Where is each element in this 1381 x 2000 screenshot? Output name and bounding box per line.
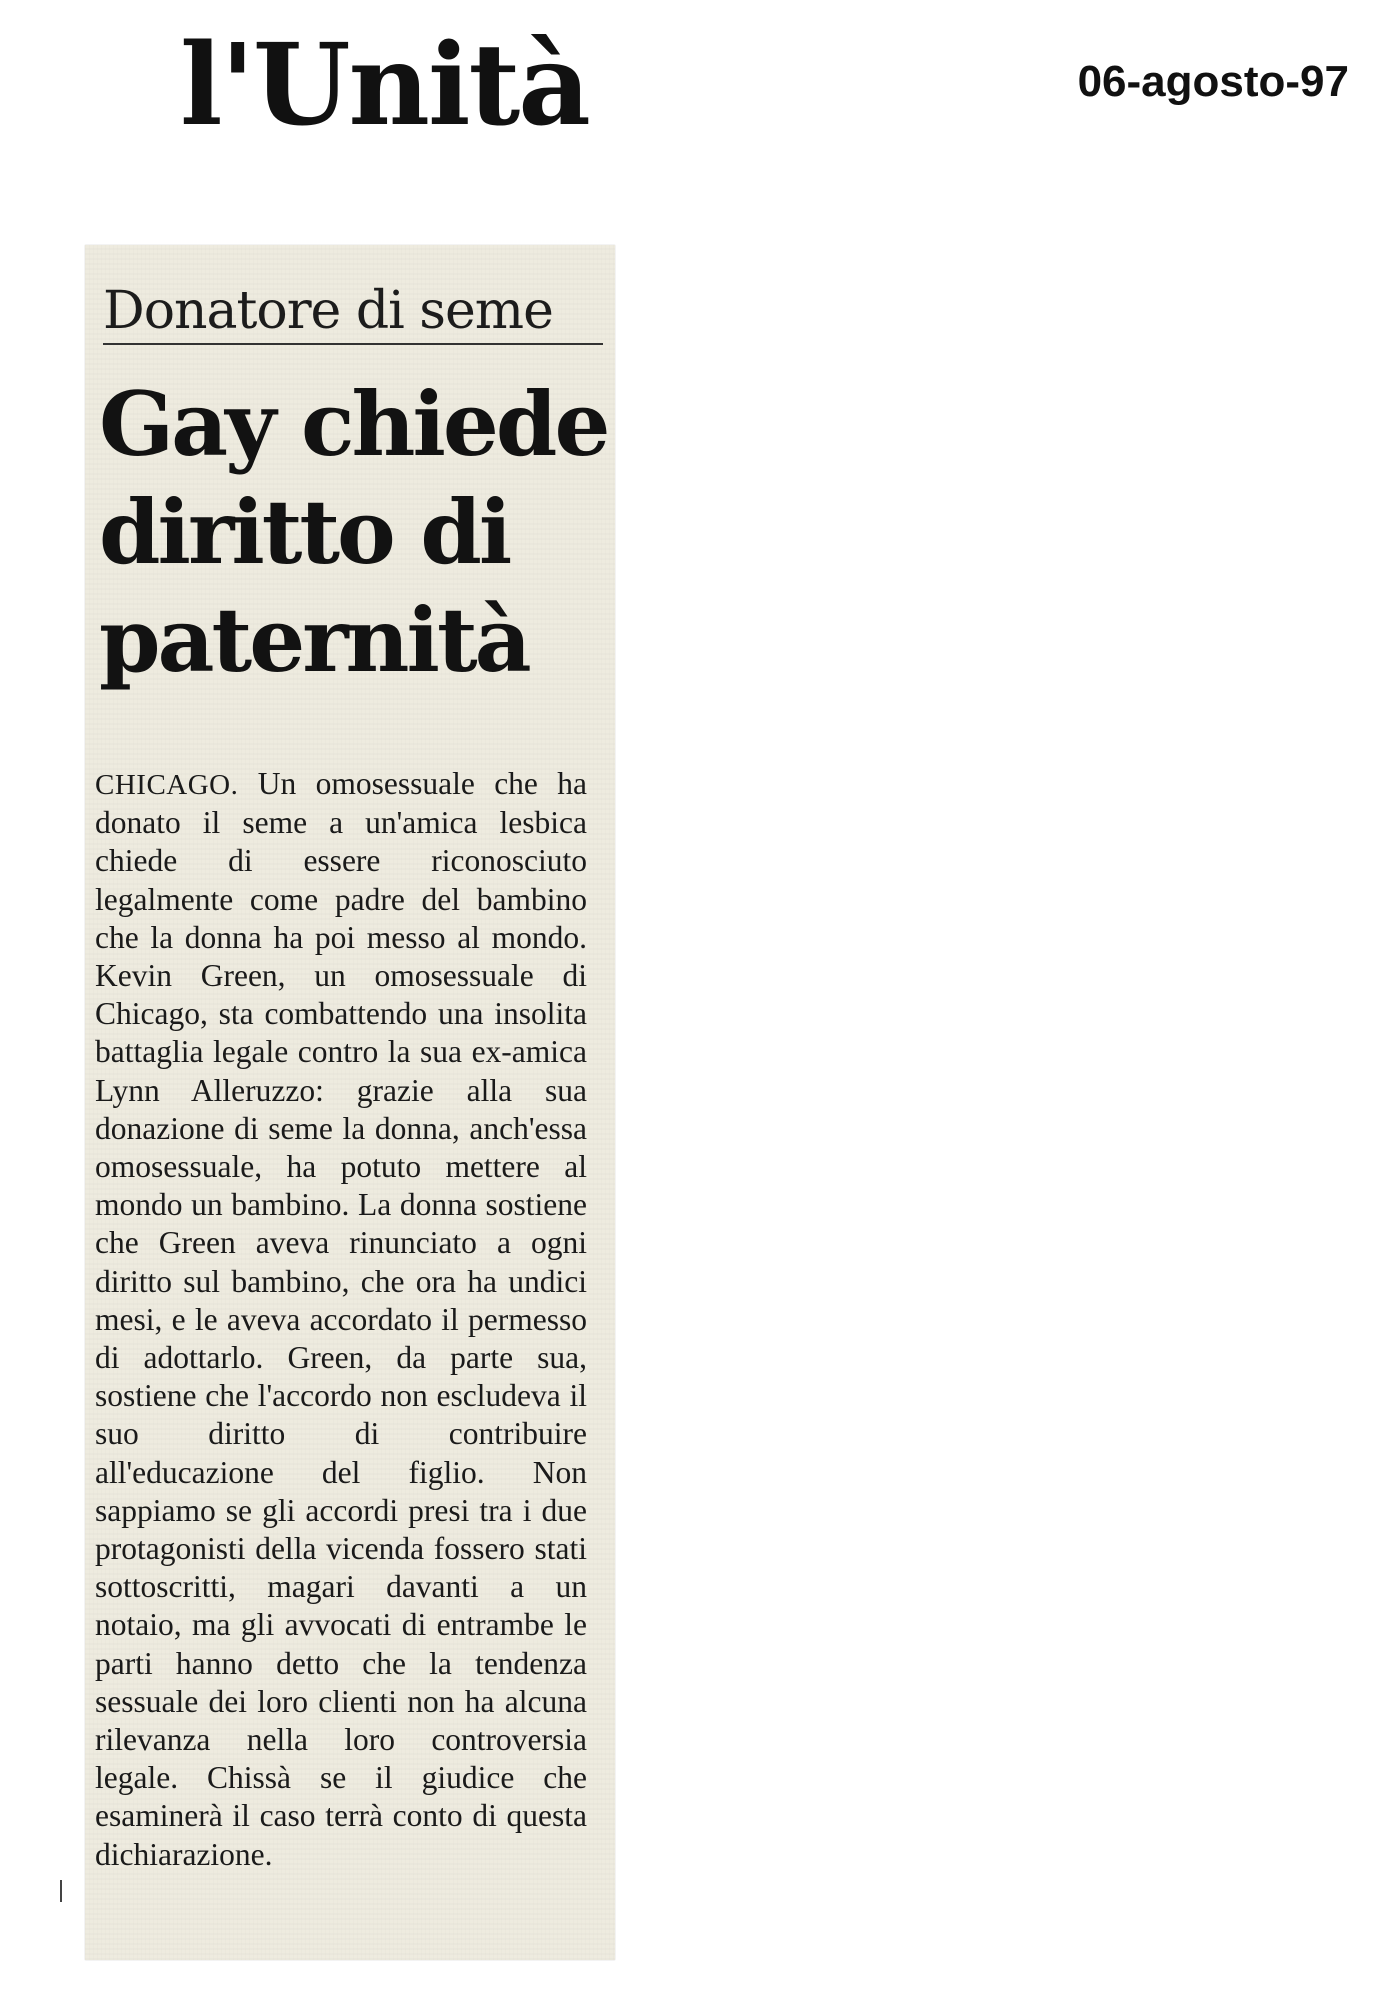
- article-body-text: Un omosessuale che ha donato il seme a un'amica lesbica chiede di essere riconosciuto legalmente come padre del bambino che la donna ha poi messo al mondo. Kevin Green, un omosessuale di Chicago, sta combattendo una insolita battaglia legale contro la sua ex-amica Lynn Alleruzzo: grazie alla sua donazione di seme la donna, anch'essa omosessuale, ha potuto mettere al mondo un bambino. La donna sostiene che Green aveva rinunciato a ogni diritto sul bambino, che ora ha undici mesi, e le aveva accordato il permesso di adottarlo. Green, da parte sua, sostiene che l'accordo non escludeva il suo diritto di contribuire all'educazione del figlio. Non sappiamo se gli accordi presi tra i due protagonisti della vicenda fossero stati sottoscritti, magari davanti a un notaio, ma gli avvocati di entrambe le parti hanno detto che la tendenza sessuale dei loro clienti non ha alcuna rilevanza nella loro controversia legale. Chissà se il giudice che esaminerà il caso terrà conto di questa dichiarazione.: [95, 766, 588, 1872]
- article-dateline: CHICAGO.: [95, 769, 239, 801]
- article-kicker: Donatore di seme: [103, 281, 603, 345]
- article-body: [95, 765, 587, 1874]
- publication-date: 06-agosto-97: [1077, 57, 1349, 106]
- newspaper-clipping: [85, 245, 615, 1960]
- scan-edge-mark: [60, 1880, 62, 1902]
- article-headline: Gay chiede diritto di paternità: [99, 372, 608, 692]
- newspaper-masthead: l'Unità: [180, 20, 589, 151]
